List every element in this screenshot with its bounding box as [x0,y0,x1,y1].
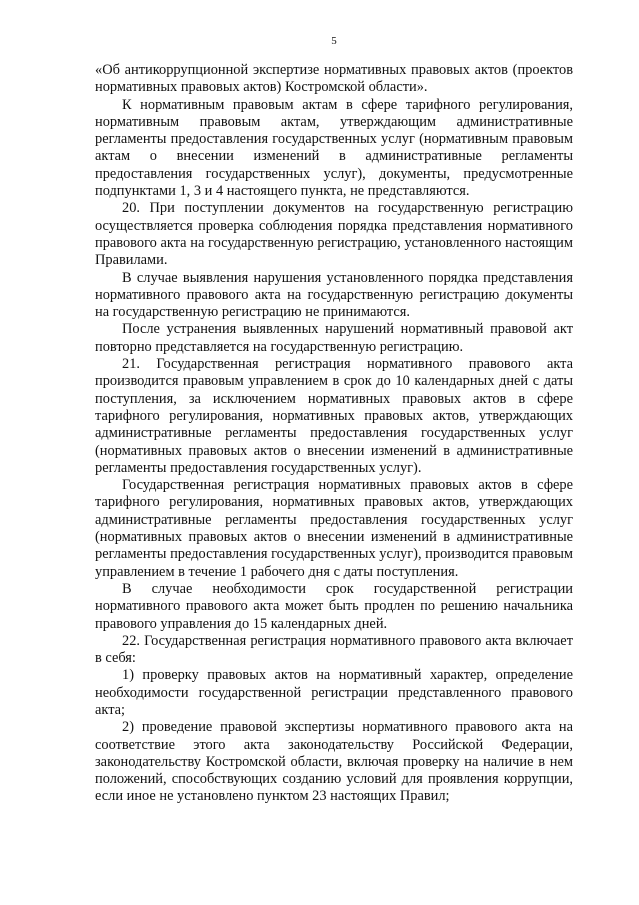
paragraph-tariff-exemption: К нормативным правовым актам в сфере тарифного регулирования, нормативным правовым актам, утверждающим административные регламенты предоставления государственных услуг (нормативным правовым актам о внесении изменений в административные регламенты предоставления государственных услуг), документы, предусмотренные подпунктами 1, 3 и 4 настоящего пункта, не представляются. [95,96,573,200]
page-number: 5 [331,35,337,47]
list-item-1: 1) проверку правовых актов на нормативный характер, определение необходимости государственной регистрации представленного правового акта; [95,667,573,718]
paragraph-decree-title-continuation: «Об антикоррупционной экспертизе нормативных правовых актов (проектов нормативных правовых актов) Костромской области». [95,62,573,96]
paragraph-tariff-registration: Государственная регистрация нормативных правовых актов в сфере тарифного регулирования, нормативных правовых актов, утверждающих административные регламенты предоставления государственных услуг (нормативных правовых актов о внесении изменений в административные регламенты предоставления государственных услуг), производится правовым управлением в течение 1 рабочего дня с даты поступления. [95,477,573,580]
paragraph-extension: В случае необходимости срок государственной регистрации нормативного правового акта может быть продлен по решению начальника правового управления до 15 календарных дней. [95,580,573,632]
paragraph-item-20: 20. При поступлении документов на государственную регистрацию осуществляется проверка соблюдения порядка представления нормативного правового акта на государственную регистрацию, установленного настоящим Правилами. [95,200,573,269]
paragraph-resubmission: После устранения выявленных нарушений нормативный правовой акт повторно представляется на государственную регистрацию. [95,321,573,355]
paragraph-violation-case: В случае выявления нарушения установленного порядка представления нормативного правового акта на государственную регистрацию документы на государственную регистрацию не принимаются. [95,269,573,321]
list-item-2: 2) проведение правовой экспертизы нормативного правового акта на соответствие этого акта законодательству Российской Федерации, законодательству Костромской области, включая проверку на наличие в нем положений, способствующих созданию условий для проявления коррупции, если иное не установлено пунктом 23 настоящих Правил; [95,719,573,805]
paragraph-item-22: 22. Государственная регистрация нормативного правового акта включает в себя: [95,632,573,667]
paragraph-item-21: 21. Государственная регистрация нормативного правового акта производится правовым управлением в срок до 10 календарных дней с даты поступления, за исключением нормативных правовых актов в сфере тарифного регулирования, нормативных правовых актов, утверждающих административные регламенты предоставления государственных услуг (нормативных правовых актов о внесении изменений в административные регламенты предоставления государственных услуг). [95,356,573,476]
